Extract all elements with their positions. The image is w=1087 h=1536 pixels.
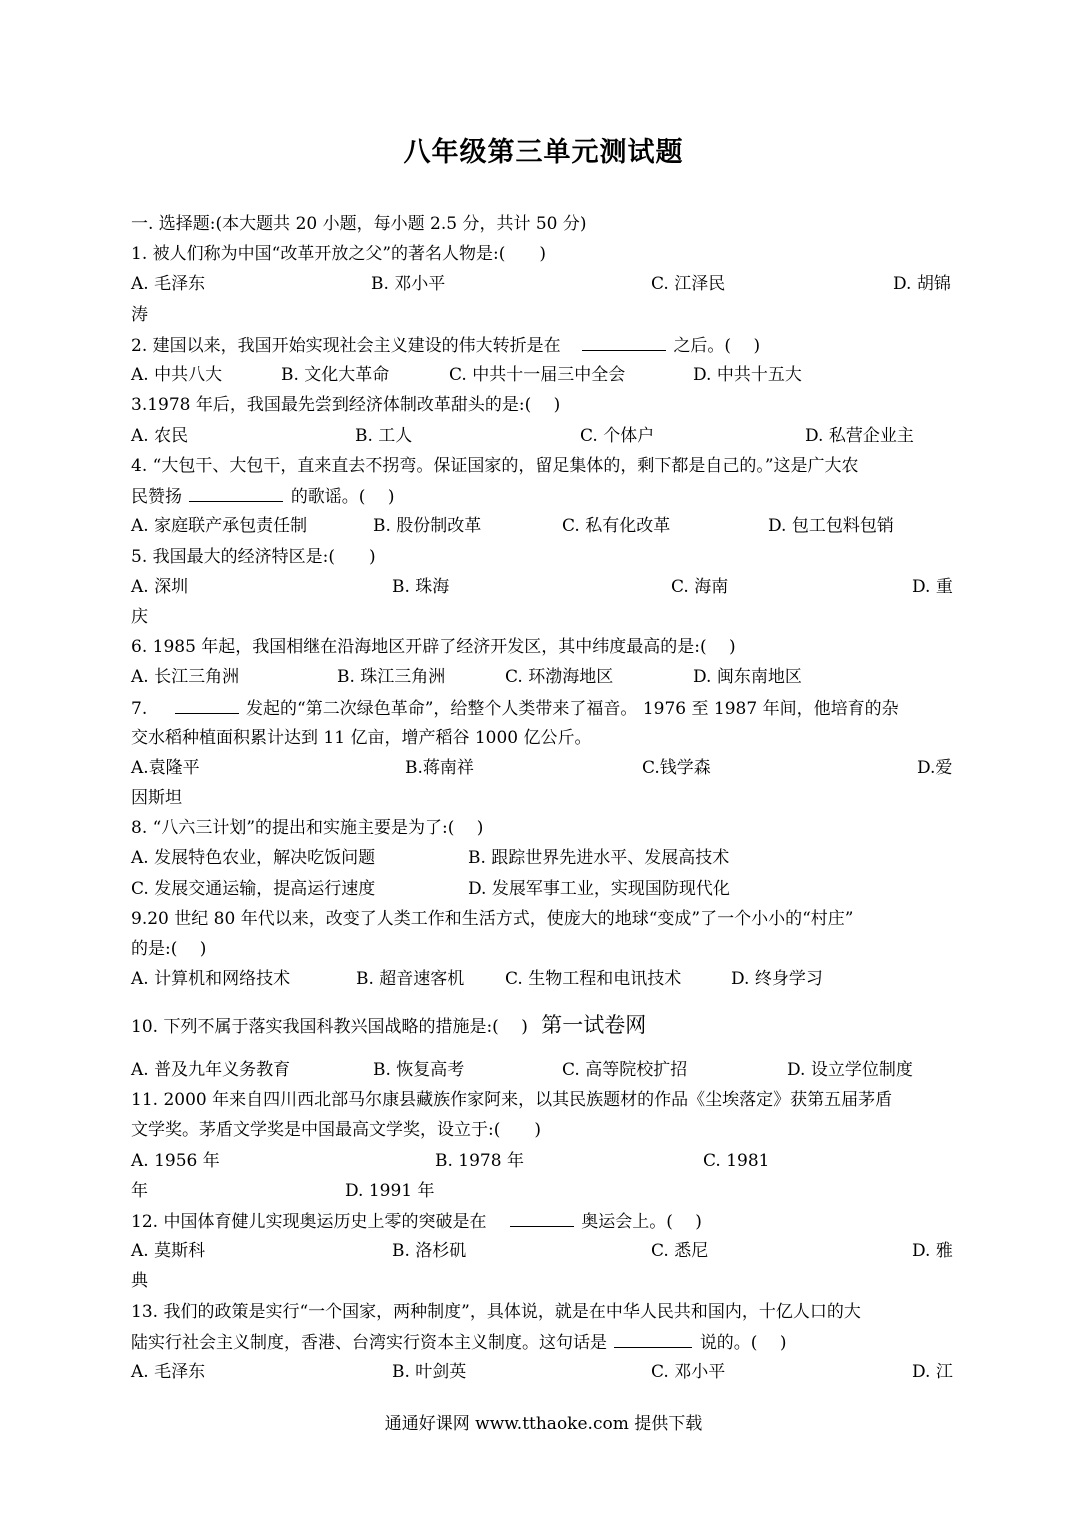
q7-option-b: B.蒋南祥 [405,758,474,778]
question-12-stem [131,1210,702,1233]
q12-stem-pre: 12. 中国体育健儿实现奥运历史上零的突破是在 [131,1212,487,1232]
question-8-stem: 8. “八六三计划”的提出和实施主要是为了:( ) [131,818,484,838]
q10-option-b: B. 恢复高考 [373,1060,465,1080]
q4-option-c: C. 私有化改革 [562,516,671,536]
q5-option-a: A. 深圳 [131,577,189,597]
question-1-stem: 1. 被人们称为中国“改革开放之父”的著名人物是:( ) [131,244,546,264]
q5-option-d: D. 重 [912,577,953,597]
q4-option-d: D. 包工包料包销 [768,516,894,536]
q6-option-c: C. 环渤海地区 [505,667,614,687]
q2-stem-post: 之后。( ) [673,336,761,356]
q12-option-c: C. 悉尼 [651,1241,709,1261]
q6-option-a: A. 长江三角洲 [131,667,240,687]
q9-option-a: A. 计算机和网络技术 [131,969,291,989]
q10-stem-text: 10. 下列不属于落实我国科教兴国战略的措施是:( ) [131,1017,528,1037]
q12-blank [510,1210,574,1227]
question-9-stem-line1: 9.20 世纪 80 年代以来，改变了人类工作和生活方式，使庞大的地球“变成”了一个小小的“村庄” [131,909,854,929]
q4-stem-pre: 民赞扬 [131,487,182,507]
q1-option-a: A. 毛泽东 [131,274,206,294]
q2-blank [582,334,666,351]
q3-option-c: C. 个体户 [580,426,655,446]
q3-option-d: D. 私营企业主 [805,426,914,446]
question-4-stem-line1: 4. “大包干、大包干，直来直去不拐弯。保证国家的，留足集体的，剩下都是自己的。”这是广大农 [131,456,859,476]
q5-option-b: B. 珠海 [392,577,450,597]
q4-stem-post: 的歌谣。( ) [290,487,395,507]
q4-blank [189,485,283,502]
q5-option-d-cont: 庆 [131,607,148,627]
q7-option-a: A.袁隆平 [131,758,200,778]
q12-option-d: D. 雅 [912,1241,953,1261]
question-9-stem-line2: 的是:( ) [131,939,207,959]
q1-option-b: B. 邓小平 [371,274,446,294]
q9-option-d: D. 终身学习 [731,969,823,989]
question-5-stem: 5. 我国最大的经济特区是:( ) [131,547,376,567]
q7-option-c: C.钱学森 [642,758,711,778]
question-13-stem-line2 [131,1331,786,1354]
q12-stem-post: 奥运会上。( ) [581,1212,702,1232]
q2-option-c: C. 中共十一届三中全会 [449,365,626,385]
q4-option-a: A. 家庭联产承包责任制 [131,516,308,536]
q5-option-c: C. 海南 [671,577,729,597]
q9-option-c: C. 生物工程和电讯技术 [505,969,682,989]
q13-stem-pre: 陆实行社会主义制度，香港、台湾实行资本主义制度。这句话是 [131,1333,607,1353]
q13-option-c: C. 邓小平 [651,1362,726,1382]
q13-blank [614,1331,692,1348]
question-6-stem: 6. 1985 年起，我国相继在沿海地区开辟了经济开发区，其中纬度最高的是:( ) [131,637,736,657]
q6-option-b: B. 珠江三角洲 [337,667,446,687]
q1-option-c: C. 江泽民 [651,274,726,294]
q13-stem-post: 说的。( ) [699,1333,787,1353]
question-4-stem-line2 [131,485,394,508]
q7-blank [175,697,239,714]
q3-option-a: A. 农民 [131,426,189,446]
section-header: 一. 选择题:(本大题共 20 小题，每小题 2.5 分，共计 50 分) [131,214,587,234]
q2-option-a: A. 中共八大 [131,365,223,385]
q7-stem-post: 发起的“第二次绿色革命”，给整个人类带来了福音。 1976 至 1987 年间，他培育的杂 [246,699,899,719]
q3-option-b: B. 工人 [355,426,413,446]
question-7-stem-line1 [131,697,899,720]
q12-option-b: B. 洛杉矶 [392,1241,467,1261]
q8-option-d: D. 发展军事工业，实现国防现代化 [468,879,730,899]
q9-option-b: B. 超音速客机 [356,969,465,989]
q12-option-a: A. 莫斯科 [131,1241,206,1261]
page-title: 八年级第三单元测试题 [403,137,684,168]
question-2-stem [131,334,760,357]
question-3-stem: 3.1978 年后，我国最先尝到经济体制改革甜头的是:( ) [131,395,561,415]
q8-option-c: C. 发展交通运输，提高运行速度 [131,879,376,899]
question-7-stem-line2: 交水稻种植面积累计达到 11 亿亩，增产稻谷 1000 亿公斤。 [131,728,592,748]
q8-option-b: B. 跟踪世界先进水平、发展高技术 [468,848,730,868]
q6-option-d: D. 闽东南地区 [693,667,802,687]
q11-option-d: D. 1991 年 [345,1181,435,1201]
q4-option-b: B. 股份制改革 [373,516,482,536]
q13-option-a: A. 毛泽东 [131,1362,206,1382]
question-11-stem-line2: 文学奖。茅盾文学奖是中国最高文学奖，设立于:( ) [131,1120,541,1140]
q7-stem-pre: 7. [131,699,148,719]
q10-option-d: D. 设立学位制度 [787,1060,913,1080]
q1-option-d-cont: 涛 [131,305,148,325]
question-13-stem-line1: 13. 我们的政策是实行“一个国家，两种制度”，具体说，就是在中华人民共和国内，十亿人口的大 [131,1302,861,1322]
q2-option-d: D. 中共十五大 [693,365,802,385]
q11-option-c-cont: 年 [131,1181,148,1201]
page-footer: 通通好课网 www.tthaoke.com 提供下载 [384,1414,703,1434]
brand-watermark: 第一试卷网 [541,1013,647,1037]
question-10-stem [131,1014,646,1038]
q10-option-a: A. 普及九年义务教育 [131,1060,291,1080]
q1-option-d: D. 胡锦 [893,274,951,294]
q13-option-d: D. 江 [912,1362,953,1382]
q7-option-d: D.爱 [917,758,953,778]
q11-option-c: C. 1981 [703,1151,770,1171]
q11-option-b: B. 1978 年 [435,1151,524,1171]
q11-option-a: A. 1956 年 [131,1151,220,1171]
q8-option-a: A. 发展特色农业，解决吃饭问题 [131,848,376,868]
q2-option-b: B. 文化大革命 [281,365,390,385]
q13-option-b: B. 叶剑英 [392,1362,467,1382]
question-11-stem-line1: 11. 2000 年来自四川西北部马尔康县藏族作家阿来，以其民族题材的作品《尘埃落定》获第五届茅盾 [131,1090,893,1110]
q10-option-c: C. 高等院校扩招 [562,1060,688,1080]
q12-option-d-cont: 典 [131,1271,148,1291]
q2-stem-pre: 2. 建国以来，我国开始实现社会主义建设的伟大转折是在 [131,336,561,356]
q7-option-d-cont: 因斯坦 [131,788,182,808]
